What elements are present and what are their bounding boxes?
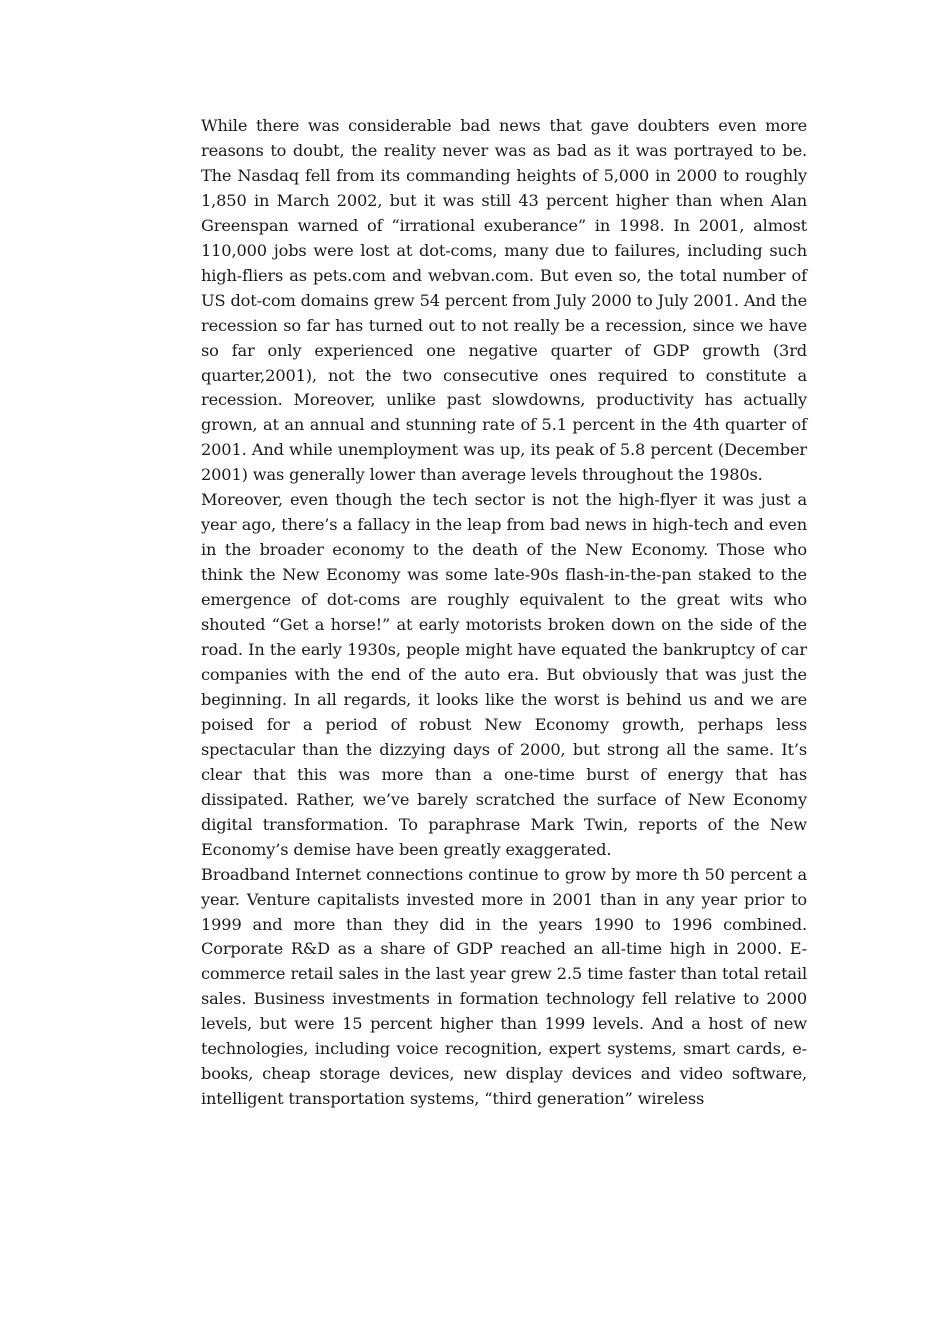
paragraph-3: Broadband Internet connections continue to grow by more th 50 percent a year. Venture capitalists invested more in 2001 than in any year prior to 1999 and more than they did in the years 1990 to 1996 combined. Corporate R&D as a share of GDP reached an all-time high in 2000. E-commerce retail sales in the last year grew 2.5 time faster than total retail sales. Business investments in formation technology fell relative to 2000 levels, but were 15 percent higher than 1999 levels. And a host of new technologies, including voice recognition, expert systems, smart cards, e-books, cheap storage devices, new display devices and video software, intelligent transportation systems, “third generation” wireless <box>201 864 807 1109</box>
paragraph-1: While there was considerable bad news that gave doubters even more reasons to doubt, the reality never was as bad as it was portrayed to be. The Nasdaq fell from its commanding heights of 5,000 in 2000 to roughly 1,850 in March 2002, but it was still 43 percent higher than when Alan Greenspan warned of “irrational exuberance” in 1998. In 2001, almost 110,000 jobs were lost at dot-coms, many due to failures, including such high-fliers as pets.com and webvan.com. But even so, the total number of US dot-com domains grew 54 percent from July 2000 to July 2001. And the recession so far has turned out to not really be a recession, since we have so far only experienced one negative quarter of GDP growth (3rd quarter,2001), not the two consecutive ones required to constitute a recession. Moreover, unlike past slowdowns, productivity has actually grown, at an annual and stunning rate of 5.1 percent in the 4th quarter of 2001. And while unemployment was up, its peak of 5.8 percent (December 2001) was generally lower than average levels throughout the 1980s. <box>201 116 807 485</box>
body-text <box>201 114 807 1112</box>
paragraph-2: Moreover, even though the tech sector is not the high-flyer it was just a year ago, there’s a fallacy in the leap from bad news in high-tech and even in the broader economy to the death of the New Economy. Those who think the New Economy was some late-90s flash-in-the-pan staked to the emergence of dot-coms are roughly equivalent to the great wits who shouted “Get a horse!” at early motorists broken down on the side of the road. In the early 1930s, people might have equated the bankruptcy of car companies with the end of the auto era. But obviously that was just the beginning. In all regards, it looks like the worst is behind us and we are poised for a period of robust New Economy growth, perhaps less spectacular than the dizzying days of 2000, but strong all the same. It’s clear that this was more than a one-time burst of energy that has dissipated. Rather, we’ve barely scratched the surface of New Economy digital transformation. To paraphrase Mark Twin, reports of the New Economy’s demise have been greatly exaggerated. <box>201 490 807 859</box>
